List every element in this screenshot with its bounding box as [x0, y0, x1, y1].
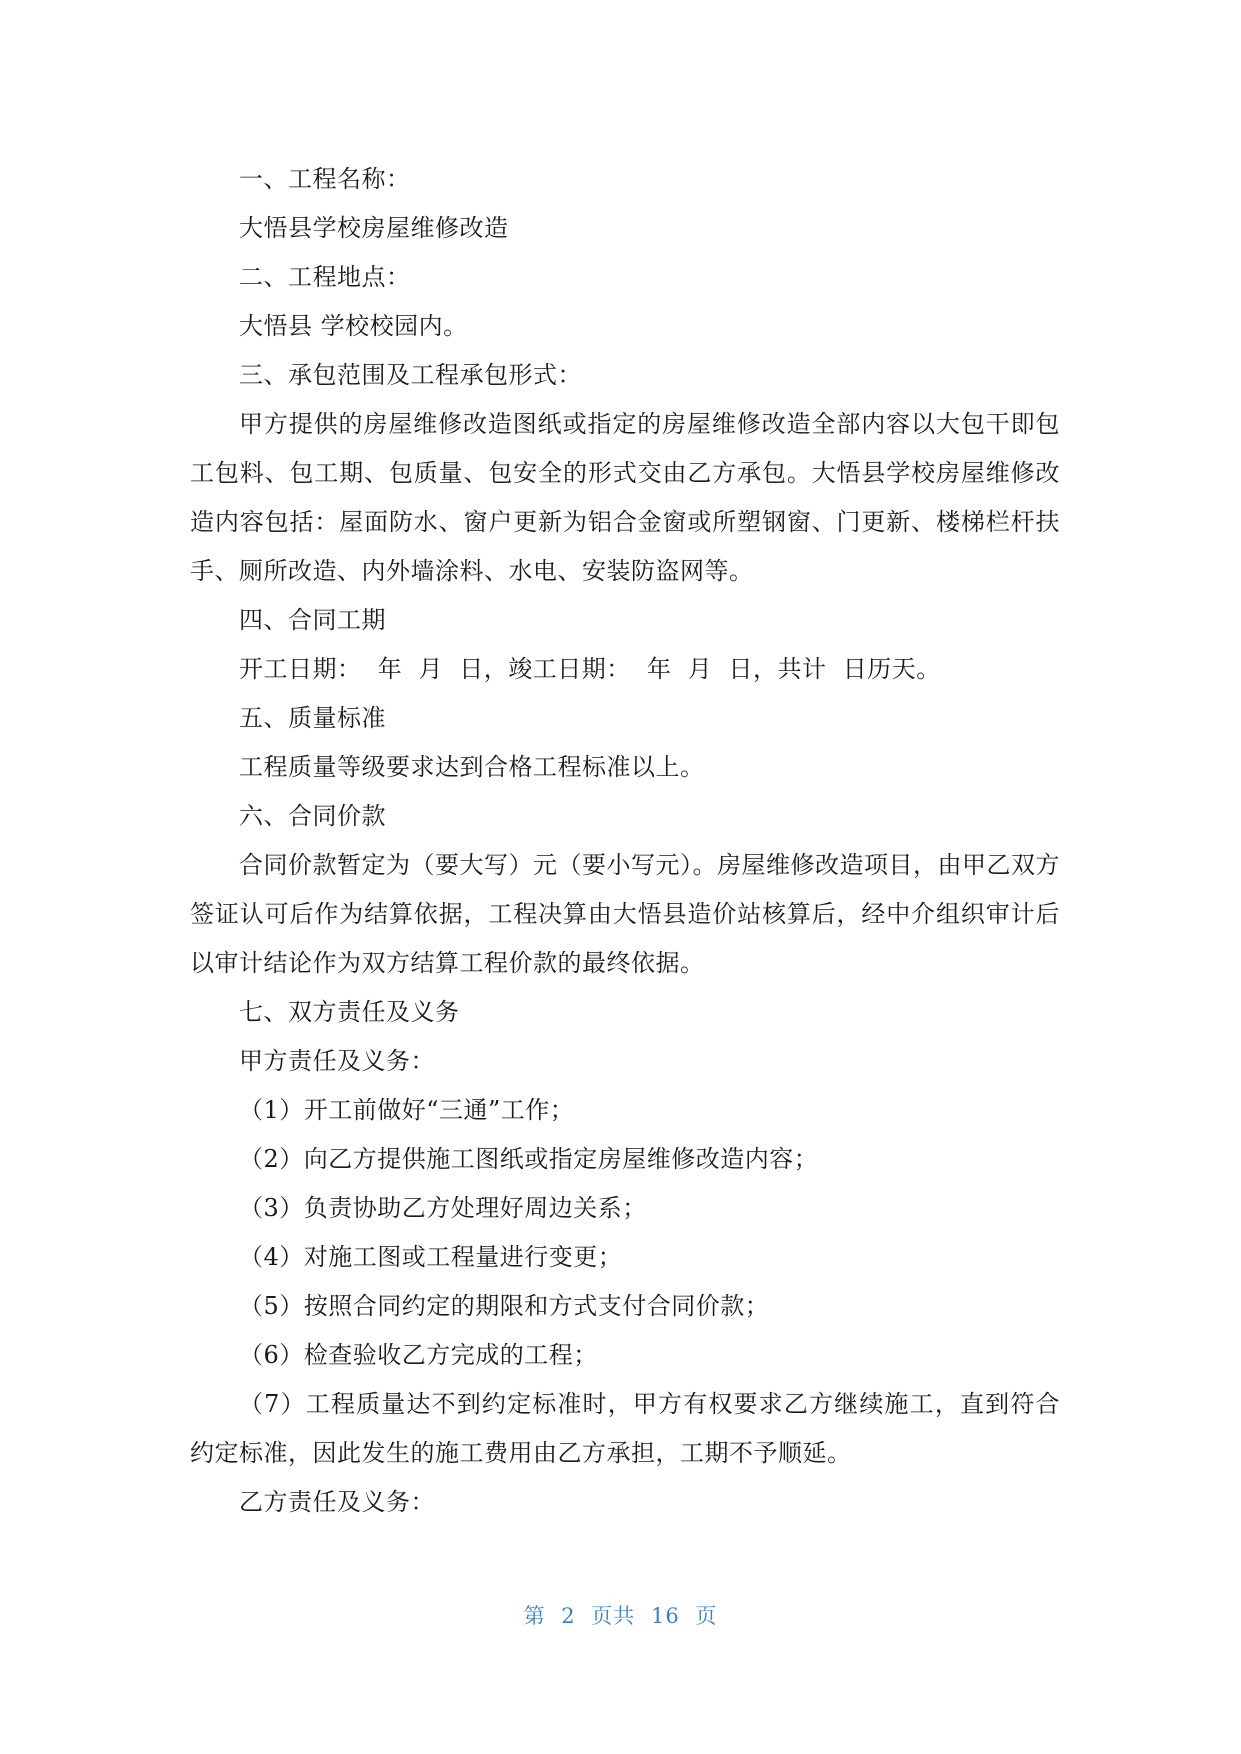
paragraph: 七、双方责任及义务	[239, 998, 460, 1026]
document-body	[190, 155, 1060, 1527]
paragraph: 甲方责任及义务：	[239, 1047, 435, 1075]
paragraph: 合同价款暂定为（要大写）元（要小写元）。房屋维修改造项目，由甲乙双方签证认可后作为结算依据，工程决算由大悟县造价站核算后，经中介组织审计后以审计结论作为双方结算工程价款的最终依据。	[190, 851, 1060, 977]
paragraph: 六、合同价款	[239, 802, 386, 830]
paragraph: （5）按照合同约定的期限和方式支付合同价款；	[239, 1292, 770, 1320]
paragraph: （1）开工前做好“三通”工作；	[239, 1096, 575, 1124]
paragraph: （7）工程质量达不到约定标准时，甲方有权要求乙方继续施工，直到符合约定标准，因此发生的施工费用由乙方承担，工期不予顺延。	[190, 1390, 1060, 1467]
paragraph: 一、工程名称：	[239, 165, 411, 193]
paragraph: 大悟县学校房屋维修改造	[239, 214, 509, 242]
paragraph: 四、合同工期	[239, 606, 386, 634]
paragraph: （3）负责协助乙方处理好周边关系；	[239, 1194, 647, 1222]
paragraph: 大悟县 学校校园内。	[239, 312, 468, 340]
paragraph: 五、质量标准	[239, 704, 386, 732]
paragraph: （4）对施工图或工程量进行变更；	[239, 1243, 623, 1271]
paragraph: （6）检查验收乙方完成的工程；	[239, 1341, 598, 1369]
paragraph: 甲方提供的房屋维修改造图纸或指定的房屋维修改造全部内容以大包干即包工包料、包工期、包质量、包安全的形式交由乙方承包。大悟县学校房屋维修改造内容包括：屋面防水、窗户更新为铝合金窗或所塑钢窗、门更新、楼梯栏杆扶手、厕所改造、内外墙涂料、水电、安装防盗网等。	[190, 410, 1060, 585]
paragraph: 二、工程地点：	[239, 263, 411, 291]
paragraph: 三、承包范围及工程承包形式：	[239, 361, 582, 389]
paragraph: 乙方责任及义务：	[239, 1488, 435, 1516]
paragraph: 工程质量等级要求达到合格工程标准以上。	[239, 753, 705, 781]
paragraph: （2）向乙方提供施工图纸或指定房屋维修改造内容；	[239, 1145, 819, 1173]
page-footer: 第 2 页共 16 页	[523, 1604, 718, 1628]
paragraph: 开工日期： 年 月 日，竣工日期： 年 月 日，共计 日历天。	[239, 655, 941, 683]
